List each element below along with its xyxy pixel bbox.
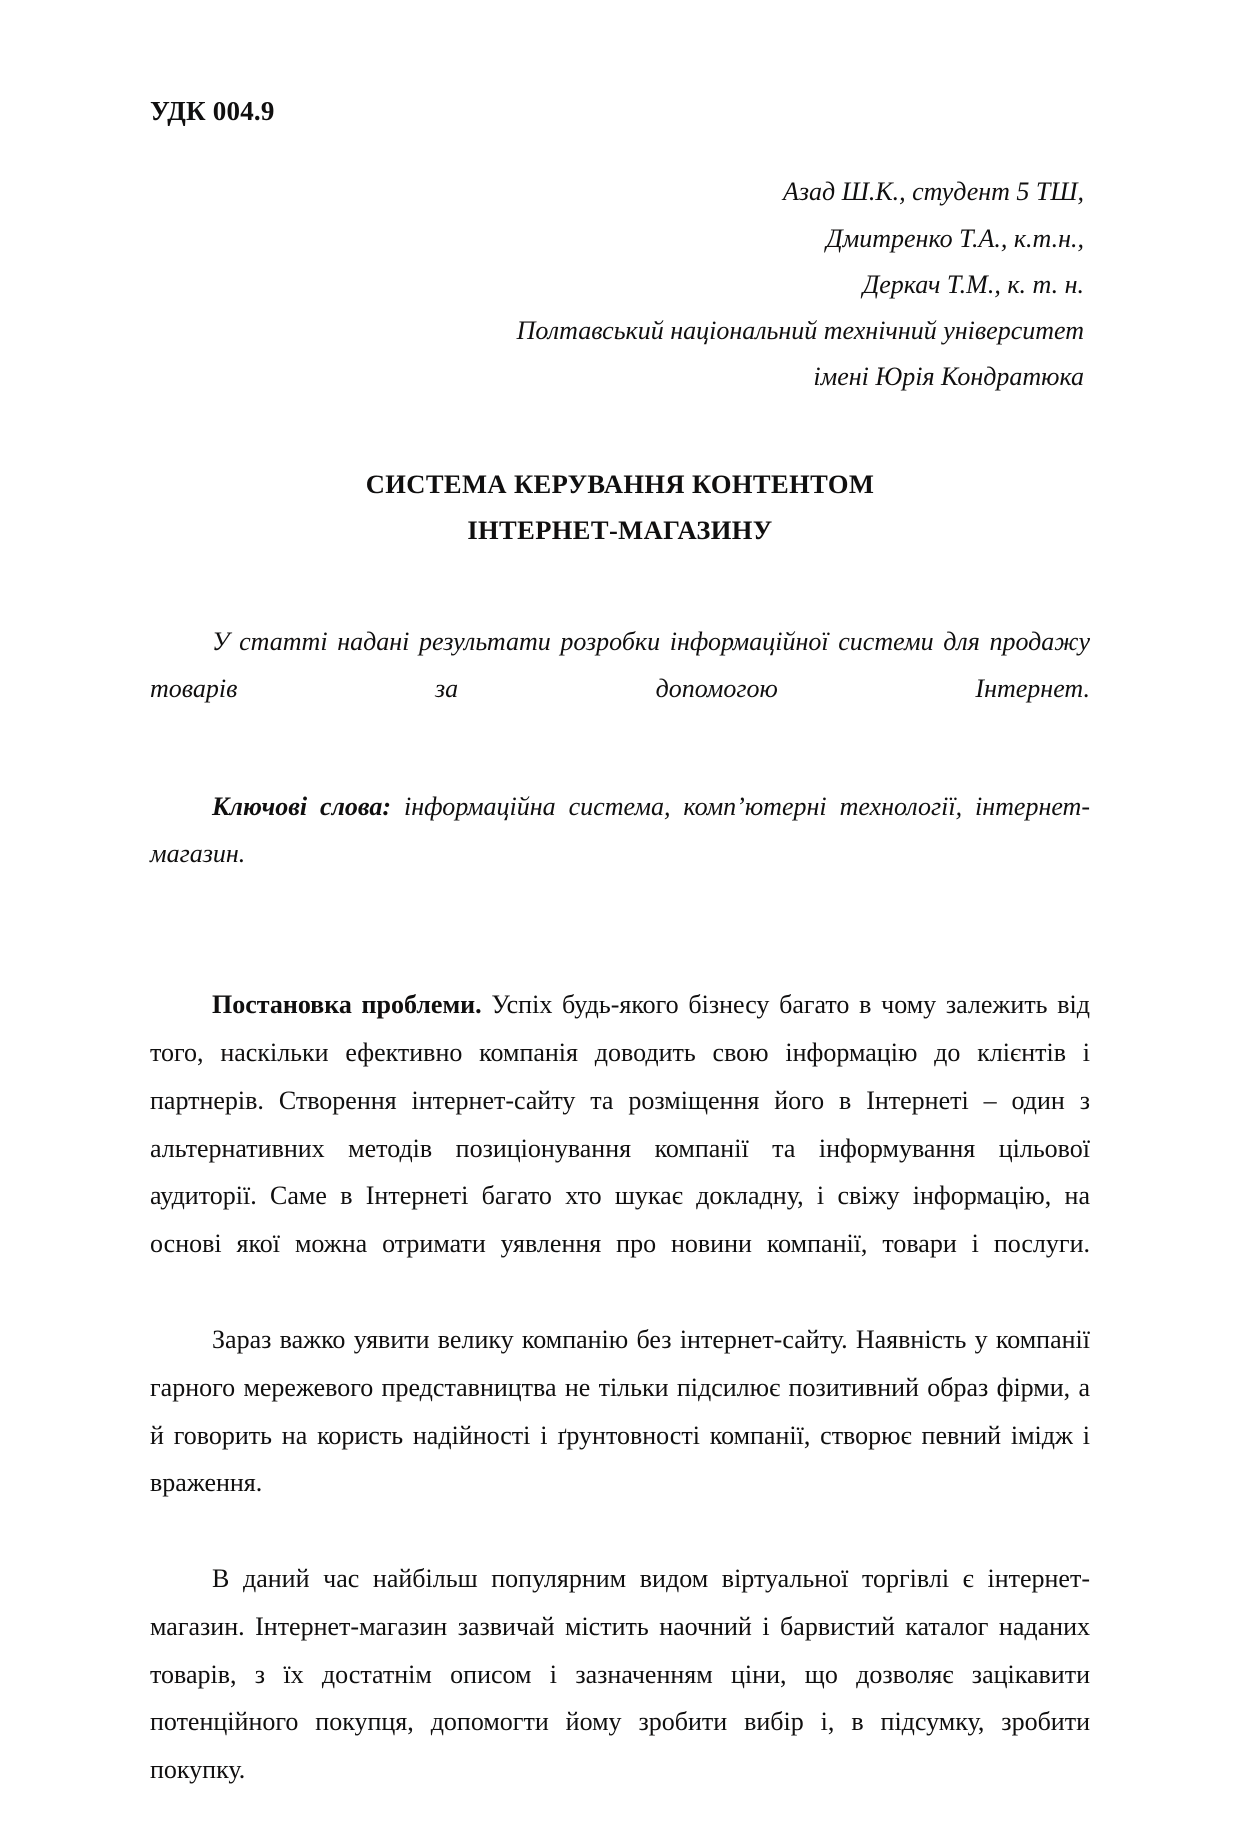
article-title xyxy=(150,461,1090,554)
body-paragraph-2: Зараз важко уявити велику компанію без інтернет-сайту. Наявність у компанії гарного мережевого представництва не тільки підсилює позитивний образ фірми, а й говорить на користь надійності і ґрунтовності компанії, створює певний імідж і враження. xyxy=(150,1324,1090,1498)
body-paragraph-1 xyxy=(150,981,1090,1316)
author-line-3: Деркач Т.М., к. т. н. xyxy=(862,269,1084,299)
author-affiliation-block xyxy=(150,169,1090,400)
body-paragraph-3: В даний час найбільш популярним видом віртуальної торгівлі є інтернет-магазин. Інтернет-магазин зазвичай містить наочний і барвистий каталог наданих товарів, з їх достатнім описом і зазначенням ціни, що дозволяє зацікавити потенційного покупця, допомогти йому зробити вибір і, в підсумку, зробити покупку. xyxy=(150,1564,1090,1785)
affiliation-line-2: імені Юрія Кондратюка xyxy=(813,362,1084,392)
author-line-1: Азад Ш.К., студент 5 ТШ, xyxy=(783,177,1084,207)
page-content xyxy=(150,95,1090,1842)
udc-code: УДК 004.9 xyxy=(150,96,275,126)
abstract-paragraph: У статті надані результати розробки інформаційної системи для продажу товарів за допомогою Інтернет. xyxy=(150,627,1090,703)
article-title-line-1: СИСТЕМА КЕРУВАННЯ КОНТЕНТОМ xyxy=(365,468,875,499)
body-paragraph-1-text: Успіх будь-якого бізнесу багато в чому залежить від того, наскільки ефективно компанія доводить свою інформацію до клієнтів і партнерів. Створення інтернет-сайту та розміщення його в Інтернеті – один з альтернативних методів позиціонування компанії та інформування цільової аудиторії. Саме в Інтернеті багато хто шукає докладну, і свіжу інформацію, на основі якої можна отримати уявлення про новини компанії, товари і послуги. xyxy=(150,990,1090,1259)
keywords-list: інформаційна система, комп’ютерні технології, інтернет-магазин. xyxy=(150,792,1090,868)
affiliation-line-1: Полтавський національний технічний університет xyxy=(516,316,1084,346)
section-heading-problem-statement: Постановка проблеми. xyxy=(212,990,482,1020)
author-line-2: Дмитренко Т.А., к.т.н., xyxy=(826,223,1084,253)
article-title-line-2: ІНТЕРНЕТ-МАГАЗИНУ xyxy=(467,515,773,546)
keywords-label: Ключові слова: xyxy=(212,792,392,822)
keywords-paragraph xyxy=(150,784,1090,923)
